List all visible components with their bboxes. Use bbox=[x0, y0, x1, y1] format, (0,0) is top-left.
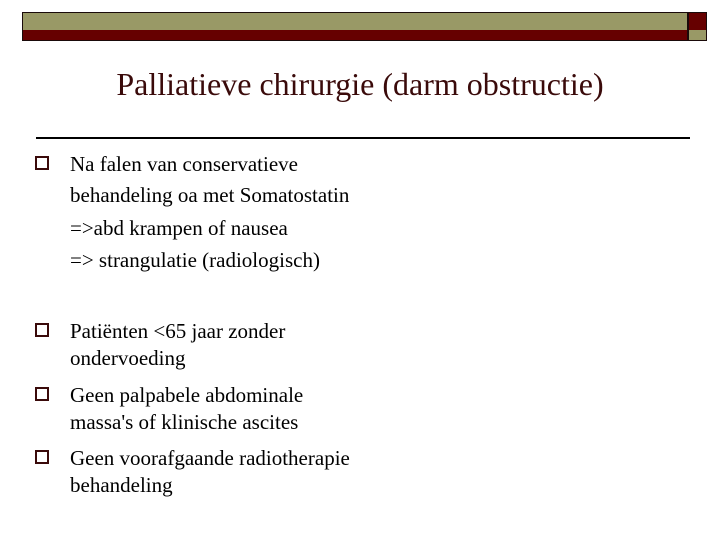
corner-olive-square bbox=[689, 30, 706, 40]
hollow-square-icon bbox=[35, 387, 49, 401]
title-divider bbox=[36, 137, 690, 139]
bullet-text-line: ondervoeding bbox=[70, 346, 186, 370]
hollow-square-icon bbox=[35, 450, 49, 464]
bullet-text-line: =>abd krampen of nausea bbox=[70, 216, 288, 240]
corner-red-square bbox=[689, 13, 706, 31]
slide-title: Palliatieve chirurgie (darm obstructie) bbox=[116, 66, 604, 102]
header-banner bbox=[22, 12, 688, 41]
header-corner-block bbox=[688, 12, 707, 41]
bullet-text-line: Geen palpabele abdominale bbox=[70, 383, 304, 407]
banner-red-stripe bbox=[23, 30, 687, 40]
bullet-text-line: behandeling oa met Somatostatin bbox=[70, 183, 350, 207]
hollow-square-icon bbox=[35, 323, 49, 337]
bullet-text-line: behandeling bbox=[70, 473, 173, 497]
bullet-text-line: massa's of klinische ascites bbox=[70, 410, 299, 434]
bullet-text-line: Geen voorafgaande radiotherapie bbox=[70, 446, 350, 470]
bullet-text-line: Patiënten <65 jaar zonder bbox=[70, 319, 286, 343]
banner-olive-stripe bbox=[23, 13, 687, 31]
hollow-square-icon bbox=[35, 156, 49, 170]
bullet-text-line: Na falen van conservatieve bbox=[70, 152, 298, 176]
bullet-text-line: => strangulatie (radiologisch) bbox=[70, 248, 320, 272]
